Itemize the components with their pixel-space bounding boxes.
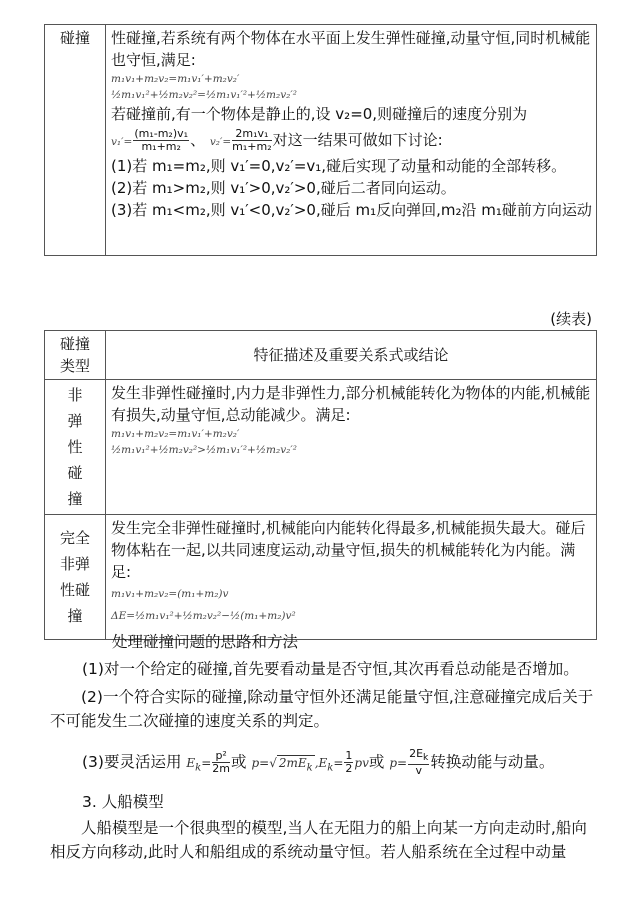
equation-momentum: m₁v₁+m₂v₂=m₁v₁′+m₂v₂′ (111, 73, 240, 85)
case-2: (2)若 m₁>m₂,则 v₁′>0,v₂′>0,碰后二者同向运动。 (111, 179, 456, 197)
row-content (106, 25, 597, 256)
row-content-perfectly-inelastic (106, 515, 597, 640)
text-line: 发生完全非弹性碰撞时,机械能向内能转化得最多,机械能损失最大。碰后物体粘在一起,以共同速度运动,动量守恒,损失的机械能转化为内能。满足: (111, 519, 586, 581)
section-heading: 处理碰撞问题的思路和方法 (112, 633, 299, 651)
paragraph-1: (1)对一个给定的碰撞,首先要看动量是否守恒,其次再看总动能是否增加。 (82, 660, 579, 678)
paragraph-4: 人船模型是一个很典型的模型,当人在无阻力的船上向某一方向走动时,船向相反方向移动,此时人和船组成的系统动量守恒。若人船系统在全过程中动量 (50, 819, 587, 861)
paragraph-3-prefix: (3)要灵活运用 (82, 753, 182, 772)
text-line: 性碰撞,若系统有两个物体在水平面上发生弹性碰撞,动量守恒,同时机械能也守恒,满足: (111, 29, 591, 69)
equation-energy: ½m₁v₁²+½m₂v₂²>½m₁v₁′²+½m₂v₂′² (111, 444, 297, 456)
equation-energy-loss: ΔE=½m₁v₁²+½m₂v₂²−½(m₁+m₂)v² (111, 610, 296, 622)
row-label-perfectly-inelastic: 完全非弹性碰撞 (45, 515, 106, 640)
paragraph-3: (3)要灵活运用 $E_k=$ $\frac{\text{p²}}{2m}$ 或 p=√ $2mE_k$ $,E_k=$ $\frac{1}{2}$ pv或 p= $\frac{2E_k}{v}$ 转换动能与动量。 (82, 747, 555, 778)
equation-momentum: m₁v₁+m₂v₂=(m₁+m₂)v (111, 588, 229, 600)
subsection-title: 3. 人船模型 (82, 793, 164, 811)
case-3: (3)若 m₁<m₂,则 v₁′<0,v₂′>0,碰后 m₁反向弹回,m₂沿 m₁碰前方向运动 (111, 201, 592, 219)
text-line: 若碰撞前,有一个物体是静止的,设 v₂=0,则碰撞后的速度分别为 (111, 105, 528, 123)
paragraph-2: (2)一个符合实际的碰撞,除动量守恒外还满足能量守恒,注意碰撞完成后关于不可能发生二次碰撞的速度关系的判定。 (50, 688, 594, 730)
continued-label: (续表) (550, 310, 592, 328)
table-collision-types (44, 330, 597, 640)
result-formulas: v₁′= $\frac{\text{(m₁-m₂)v₁}}{\text{m₁+m₂}}$ 、 v₂′= $\frac{\text{2m₁v₁}}{\text{m₁+m₂}}$ 对这一结果可做如下讨论: (111, 127, 443, 153)
paragraph-3-suffix: 转换动能与动量。 (430, 753, 555, 772)
row-label: 碰撞 (45, 25, 106, 256)
equation-energy: ½m₁v₁²+½m₂v₂²=½m₁v₁′²+½m₂v₂′² (111, 89, 297, 101)
row-label-inelastic: 非弹性碰撞 (45, 380, 106, 515)
table-elastic-collision (44, 24, 597, 256)
result-tail: 对这一结果可做如下讨论: (272, 131, 443, 149)
row-content-inelastic (106, 380, 597, 515)
header-type: 碰撞类型 (45, 331, 106, 380)
text-line: 发生非弹性碰撞时,内力是非弹性力,部分机械能转化为物体的内能,机械能有损失,动量守恒,总动能减少。满足: (111, 384, 591, 424)
header-desc: 特征描述及重要关系式或结论 (106, 331, 597, 380)
case-1: (1)若 m₁=m₂,则 v₁′=0,v₂′=v₁,碰后实现了动量和动能的全部转移。 (111, 157, 567, 175)
equation-momentum: m₁v₁+m₂v₂=m₁v₁′+m₂v₂′ (111, 428, 240, 440)
